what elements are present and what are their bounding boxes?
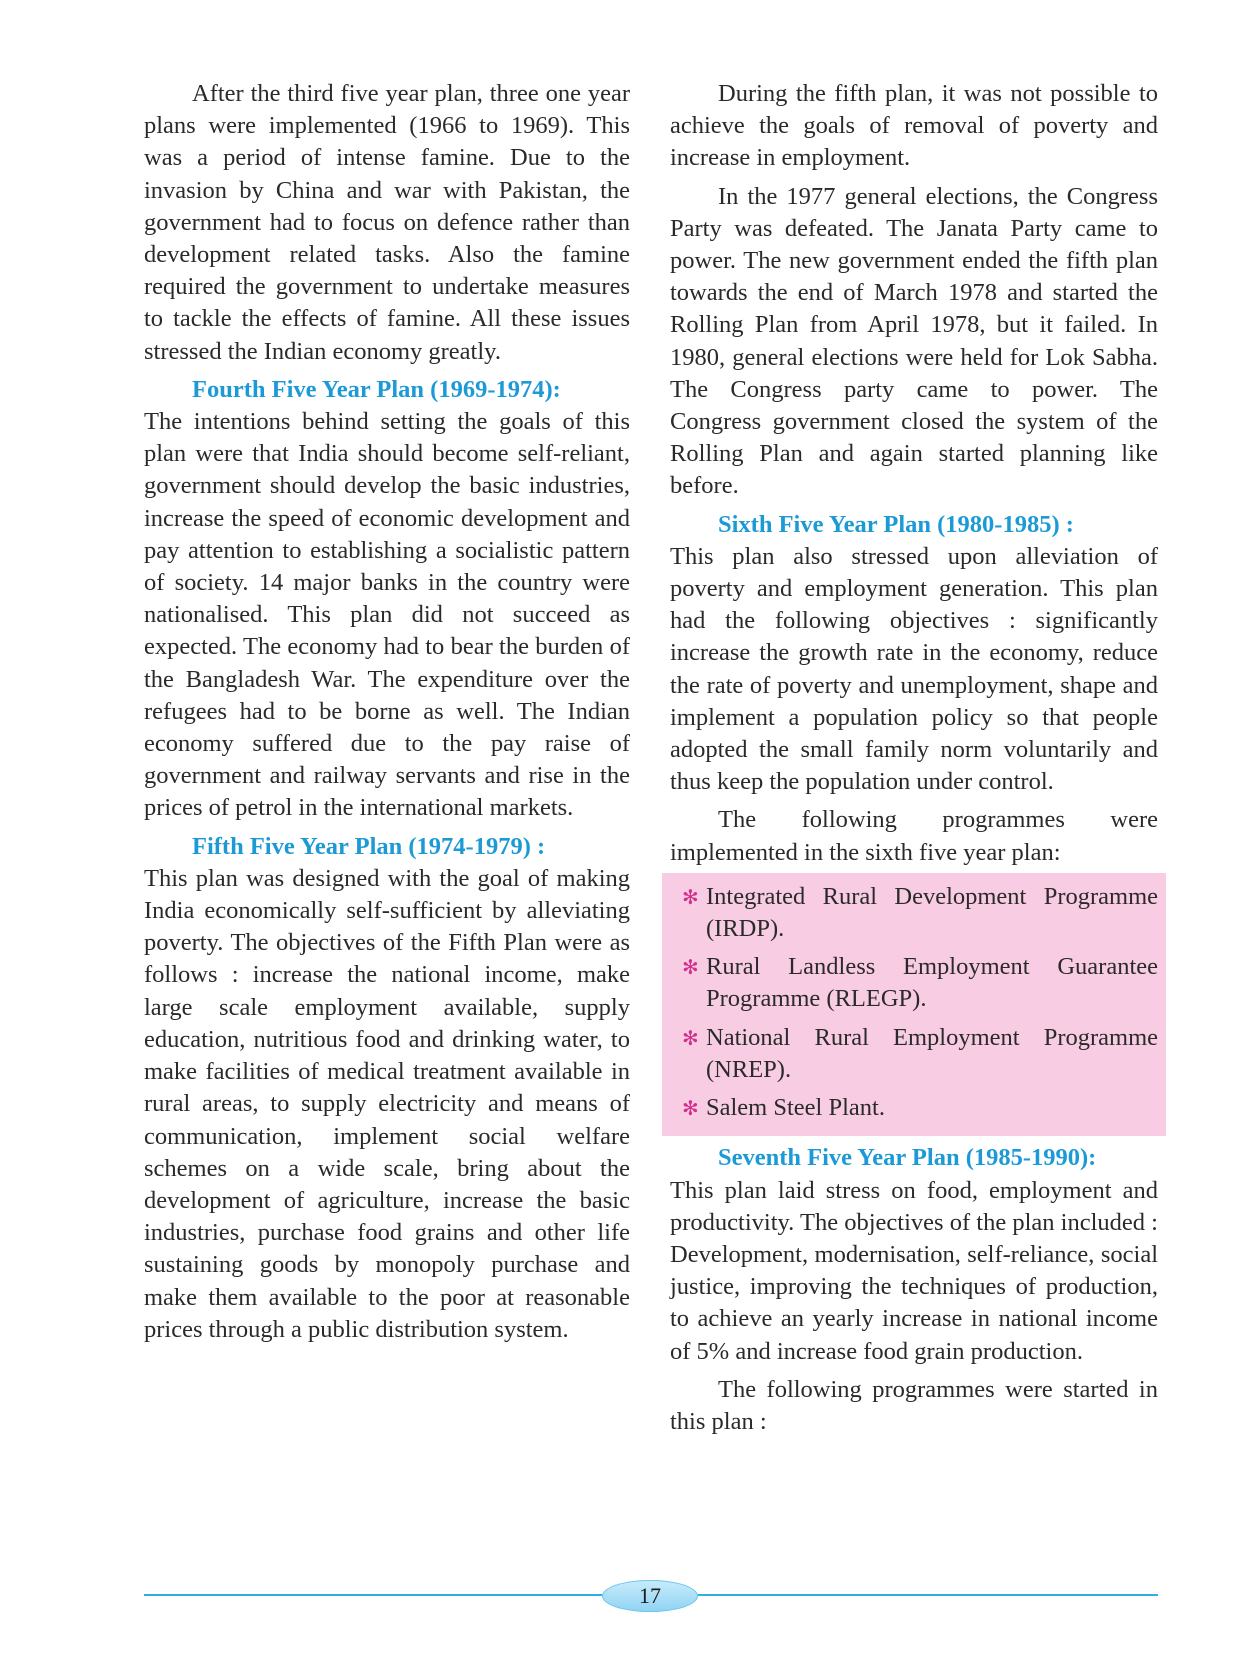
list-item: [670, 1022, 1158, 1086]
left-column: [144, 78, 630, 1352]
intro-paragraph: After the third five year plan, three one year plans were implemented (1966 to 1969). This was a period of intense famine. Due to the invasion by China and war with Pakistan, the government had to focus on defence rather than development related tasks. Also the famine required the government to undertake measures to tackle the effects of famine. All these issues stressed the Indian economy greatly.: [144, 80, 630, 365]
sixth-plan-body: This plan also stressed upon alleviation of poverty and employment generation. This plan had the following objectives : significantly increase the growth rate in the economy, reduce the rate of poverty and unemployment, shape and implement a population policy so that people adopted the small family norm voluntarily and thus keep the population under control.: [670, 542, 1158, 796]
page-number: 17: [602, 1580, 698, 1612]
asterisk-bullet-icon: ✻: [682, 1096, 699, 1121]
seventh-plan-heading: Seventh Five Year Plan (1985-1990):: [718, 1144, 1097, 1172]
programme-text: Integrated Rural Development Programme (IRDP).: [706, 882, 1158, 943]
fifth-plan-section: [144, 831, 630, 1346]
programme-text: Salem Steel Plant.: [706, 1094, 885, 1122]
asterisk-bullet-icon: ✻: [682, 955, 699, 980]
sixth-plan-section: [670, 509, 1158, 799]
fifth-plan-outcome-paragraph: During the fifth plan, it was not possible to achieve the goals of removal of poverty and increase in employment.: [670, 80, 1158, 172]
seventh-plan-section: [670, 1142, 1158, 1367]
list-item: [670, 881, 1158, 945]
programmes-intro: The following programmes were implemented in the sixth five year plan:: [670, 806, 1158, 866]
asterisk-bullet-icon: ✻: [682, 1025, 699, 1050]
seventh-plan-body: This plan laid stress on food, employment and productivity. The objectives of the plan included : Development, modernisation, self-reliance, social justice, improving the techniques of production, to achieve an yearly increase in national income of 5% and increase food grain production.: [670, 1176, 1158, 1365]
asterisk-bullet-icon: ✻: [682, 884, 699, 909]
list-item: [670, 951, 1158, 1015]
programme-text: Rural Landless Employment Guarantee Programme (RLEGP).: [706, 953, 1158, 1013]
fourth-plan-heading: Fourth Five Year Plan (1969-1974):: [192, 375, 561, 403]
fifth-plan-heading: Fifth Five Year Plan (1974-1979) :: [192, 832, 546, 860]
elections-paragraph: In the 1977 general elections, the Congress Party was defeated. The Janata Party came to power. The new government ended the fifth plan towards the end of March 1978 and started the Rolling Plan from April 1978, but it failed. In 1980, general elections were held for Lok Sabha. The Congress party came to power. The Congress government closed the system of the Rolling Plan and again started planning like before.: [670, 182, 1158, 500]
list-item: [670, 1092, 1158, 1124]
fifth-plan-body: This plan was designed with the goal of making India economically self-sufficient by alleviating poverty. The objectives of the Fifth Plan were as follows : increase the national income, make large scale employment available, supply education, nutritious food and drinking water, to make facilities of medical treatment available in rural areas, to supply electricity and means of communication, implement social welfare schemes on a wide scale, bring about the development of agriculture, increase the basic industries, purchase food grains and other life sustaining goods by monopoly purchase and make them available to the poor at reasonable prices through a public distribution system.: [144, 864, 630, 1343]
programmes-list: [670, 881, 1158, 1124]
fourth-plan-section: [144, 374, 630, 825]
sixth-plan-heading: Sixth Five Year Plan (1980-1985) :: [718, 510, 1074, 538]
programme-text: National Rural Employment Programme (NREP).: [706, 1023, 1158, 1083]
right-column: [670, 78, 1158, 1444]
fourth-plan-body: The intentions behind setting the goals of this plan were that India should become self-reliant, government should develop the basic industries, increase the speed of economic development and pay attention to establishing a socialistic pattern of society. 14 major banks in the country were nationalised. This plan did not succeed as expected. The economy had to bear the burden of the Bangladesh War. The expenditure over the refugees had to be borne as well. The Indian economy suffered due to the pay raise of government and railway servants and rise in the prices of petrol in the international markets.: [144, 408, 630, 822]
programmes-box: [662, 873, 1166, 1136]
closing-paragraph: The following programmes were started in this plan :: [670, 1375, 1158, 1435]
